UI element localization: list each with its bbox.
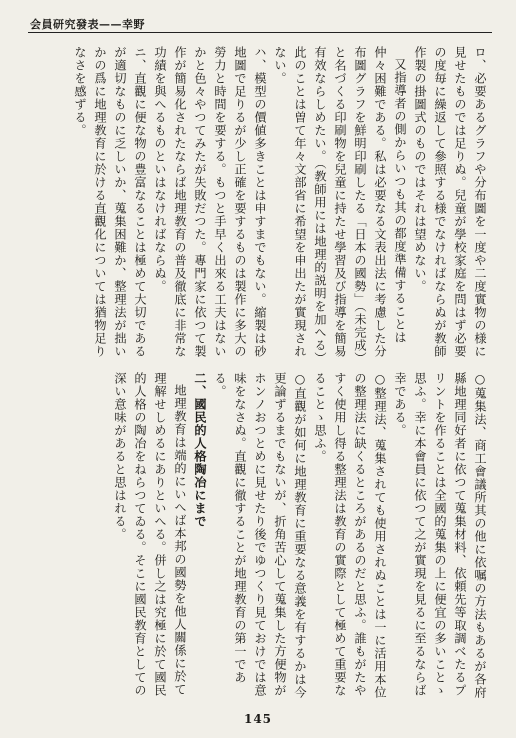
top-text-block [14,46,490,364]
paragraph: ○整理法、蒐集されても使用されぬことは一に活用本位の整理法に缺くるところがあるのだと思ふ。誰もがたやすく使用し得る整理法は教育の實際として極めて重要なることゝ思ふ。 [313,372,387,699]
paragraph: 又指導者の側からいつも其の都度準備することは仲々困難である。私は必要なる文表出法に考慮した分布圖グラフを鮮明印刷したる「日本の國勢」（未完成）と名づくる印刷物を兒童に持たせ學習及び指導を簡易有效ならしめたい。（教師用には地理的説明を加へる）此のことは曽て年々文部省に希望を申出たが實現されない。 [273,46,407,359]
paragraph: ハ、模型の價値多きことは申すまでもない。縮製は砂地圖で足りるが少し正確を要するものは製作に多大の勞力と時間を要する。もつと手早く出來る工夫はないかと色々やつてみたが失敗だつた。專門家に依つて製作が簡易化されたならば地理教育の普及徹底に非常な功績を與へるものといはなければならぬ。 [153,46,267,358]
bottom-text-column [14,372,490,702]
paragraph: ニ、直觀に便な物の豊富なることは極めて大切であるが適切なものに乏しいか、蒐集困難か、整理法が拙いかの爲に地理教育に於ける直觀化については猶物足りなさを感ずる。 [73,46,147,358]
bottom-text-block [14,372,490,702]
paragraph: ロ、必要あるグラフや分布圖を一度や二度實物の様に見せたものでは足りぬ。兒童が學校家庭を問はず必要の度毎に繰返して參照する様でなければならぬが教師作製の掛圖式のものではそれは望めない。 [413,46,487,358]
paragraph: ○直觀が如何に地理教育に重要なる意義を有するかは今更論ずるまでもないが、折角苦心して蒐集した方便物がホンノおつとめに見せたり後でゆつくり見ておけでは意味をなさぬ。直觀に徹することが地理教育の第一である。 [213,372,307,699]
top-text-column [14,46,490,364]
section-heading: 二、國民的人格陶冶にまで [193,372,207,528]
header-rule [28,32,492,33]
paragraph: 地理教育は端的にいへば本邦の國勢を他人關係に於て理解せしめるにありといへる。併し之は究極に於て國民的人格の陶冶をねらつてゐる。そこに國民教育としての深い意味があると思はれる。 [113,372,187,697]
page-number: 145 [243,712,273,726]
running-header: 会員研究發表——幸野 [30,18,145,31]
paragraph: ○蒐集法、商工會議所其の他に依嘱の方法もあるが各府縣地理同好者に依つて蒐集材料、依頼先等取調べたるプリントを作ることは全國的蒐集の上に便宜の多いことゝ思ふ。幸に本會員に依つて之が實現を見るに至るならば幸である。 [393,372,487,699]
